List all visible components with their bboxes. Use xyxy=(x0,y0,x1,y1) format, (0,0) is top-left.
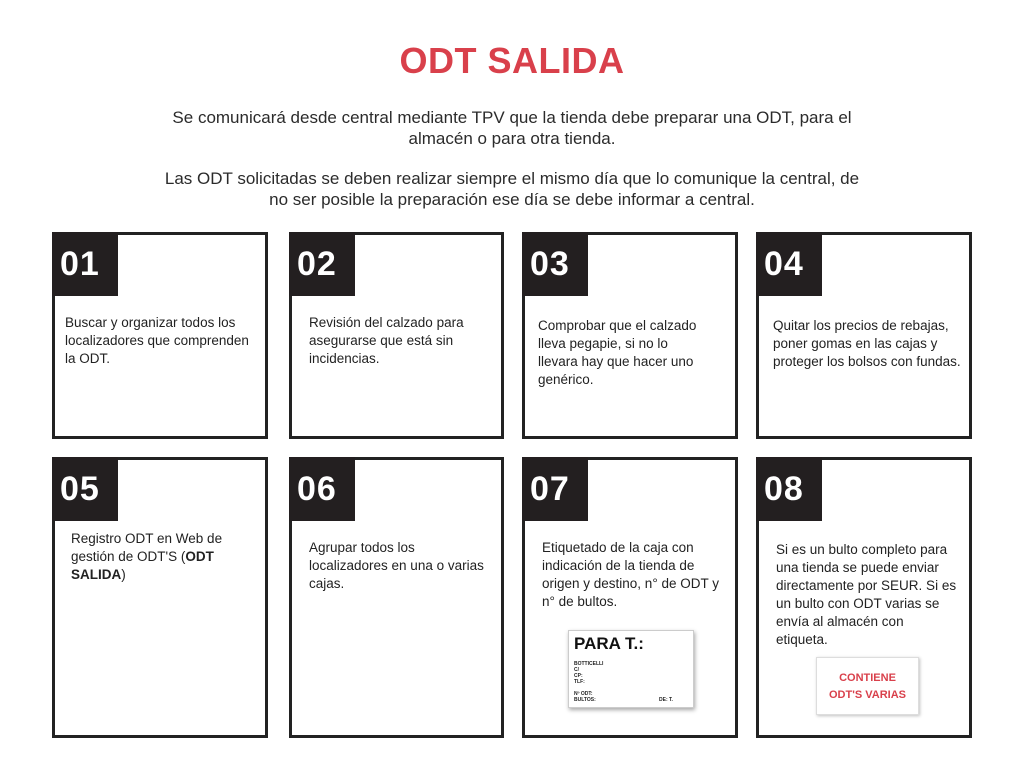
step-number: 03 xyxy=(522,232,588,296)
label-title: PARA T.: xyxy=(574,634,644,653)
label-bultos: BULTOS: xyxy=(574,697,596,703)
step-number: 06 xyxy=(289,457,355,521)
step-number: 05 xyxy=(52,457,118,521)
step-text: Buscar y organizar todos los localizadores que comprenden la ODT. xyxy=(65,315,249,366)
label-cp: CP: xyxy=(574,673,583,679)
step-card-01 xyxy=(52,232,268,439)
intro-line: Se comunicará desde central mediante TPV que la tienda debe preparar una ODT, para el xyxy=(172,108,852,127)
step-number: 08 xyxy=(756,457,822,521)
label-store: BOTTICELLI xyxy=(574,661,604,667)
step-number: 07 xyxy=(522,457,588,521)
label-odt: Nº ODT: xyxy=(574,691,593,697)
step-card-06 xyxy=(289,457,504,738)
step-text: Comprobar que el calzado lleva pegapie, si no lo llevara hay que hacer uno genérico. xyxy=(538,318,697,387)
odts-varias-stamp xyxy=(816,657,919,715)
intro-paragraph-1 xyxy=(100,107,924,149)
step-number: 04 xyxy=(756,232,822,296)
label-de: DE: T. xyxy=(659,697,673,703)
shipping-label-image xyxy=(568,630,694,708)
step-text-part: ) xyxy=(121,567,126,582)
step-text: Etiquetado de la caja con indicación de la tienda de origen y destino, n° de ODT y n° de bultos. xyxy=(542,540,719,609)
label-tlf: TLF: xyxy=(574,679,585,685)
step-card-05 xyxy=(52,457,268,738)
step-text: Agrupar todos los localizadores en una o varias cajas. xyxy=(309,540,484,591)
step-text: Si es un bulto completo para una tienda se puede enviar directamente por SEUR. Si es un bulto con ODT varias se envía al almacén con etiqueta. xyxy=(776,542,957,647)
intro-line: almacén o para otra tienda. xyxy=(408,129,616,148)
step-text: Revisión del calzado para asegurarse que está sin incidencias. xyxy=(309,315,464,366)
step-text xyxy=(71,530,253,584)
step-card-02 xyxy=(289,232,504,439)
step-card-04 xyxy=(756,232,972,439)
stamp-line: CONTIENE xyxy=(839,672,896,684)
step-number: 01 xyxy=(52,232,118,296)
step-number: 02 xyxy=(289,232,355,296)
intro-line: Las ODT solicitadas se deben realizar siempre el mismo día que lo comunique la central, de xyxy=(164,169,860,188)
stamp-line: ODT'S VARIAS xyxy=(829,689,906,701)
step-text-part: Registro ODT en Web de gestión de ODT'S ( xyxy=(71,531,223,564)
intro-line: no ser posible la preparación ese día se debe informar a central. xyxy=(269,190,755,209)
step-text: Quitar los precios de rebajas, poner gomas en las cajas y proteger los bolsos con fundas. xyxy=(773,318,961,369)
step-text-bold: ODT SALIDA xyxy=(71,549,214,582)
label-street: C/ xyxy=(574,667,579,673)
page-title: ODT SALIDA xyxy=(399,40,625,81)
step-card-03 xyxy=(522,232,738,439)
intro-paragraph-2 xyxy=(100,168,924,210)
